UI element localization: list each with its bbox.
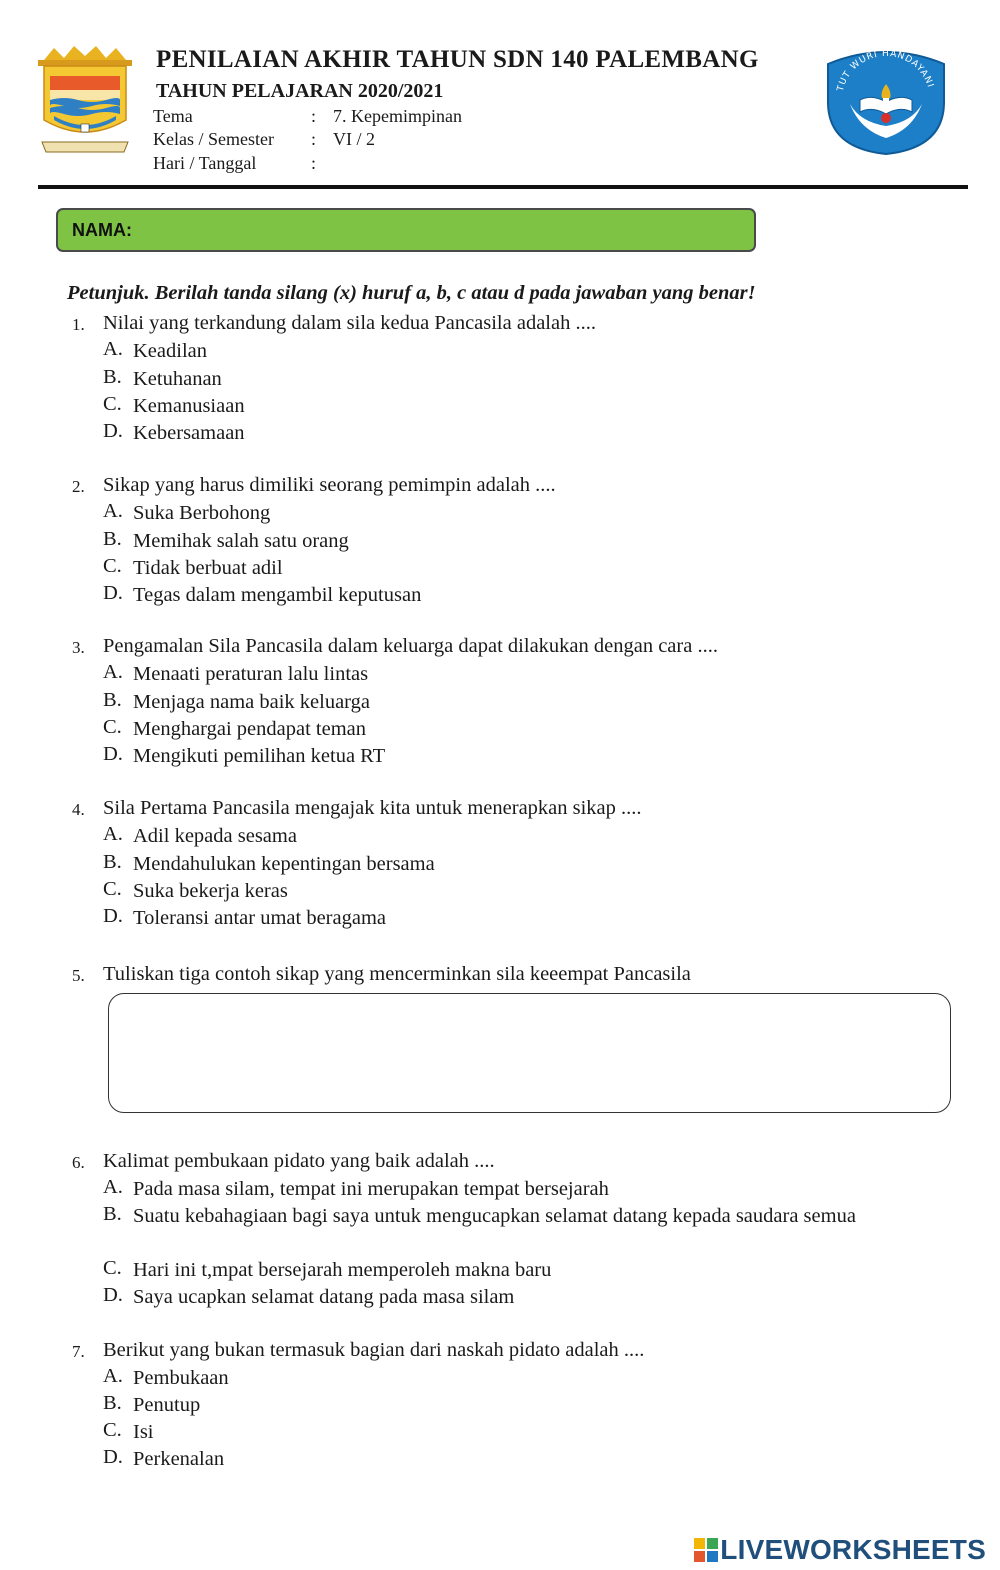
option-text: Adil kepada sesama [133,825,297,847]
option-letter: D. [103,1446,123,1468]
option-letter: B. [103,366,122,388]
option-text: Memihak salah satu orang [133,530,349,552]
option-letter: B. [103,528,122,550]
question-text: Tuliskan tiga contoh sikap yang mencerminkan sila keeempat Pancasila [103,963,691,985]
option-letter: B. [103,1392,122,1414]
option-text: Suka bekerja keras [133,880,288,902]
meta-label-tanggal: Hari / Tanggal [153,153,257,173]
option-letter: C. [103,555,122,577]
option-text: Mengikuti pemilihan ketua RT [133,745,386,767]
option-text: Ketuhanan [133,368,222,390]
meta-label-tema: Tema [153,106,193,126]
option-letter: A. [103,1365,123,1387]
option-letter: D. [103,1284,123,1306]
question-number: 1. [72,315,85,334]
option-text: Perkenalan [133,1448,225,1470]
option-text: Menjaga nama baik keluarga [133,691,370,713]
option-letter: B. [103,1203,122,1225]
document-subtitle: TAHUN PELAJARAN 2020/2021 [156,80,444,102]
option-text: Kebersamaan [133,422,245,444]
question-text: Nilai yang terkandung dalam sila kedua Pancasila adalah .... [103,312,596,334]
document-title: PENILAIAN AKHIR TAHUN SDN 140 PALEMBANG [156,46,759,73]
svg-text:TUT WURI HANDAYANI: TUT WURI HANDAYANI [835,48,936,93]
option-text: Pada masa silam, tempat ini merupakan tempat bersejarah [133,1178,609,1200]
option-letter: C. [103,1257,122,1279]
question-number: 3. [72,638,85,657]
option-text: Tegas dalam mengambil keputusan [133,584,422,606]
brand-name: LIVEWORKSHEETS [720,1534,986,1565]
liveworksheets-logo-icon [694,1538,718,1562]
option-letter: A. [103,1176,123,1198]
option-text: Tidak berbuat adil [133,557,283,579]
option-text: Suatu kebahagiaan bagi saya untuk mengucapkan selamat datang kepada saudara semua [133,1205,856,1227]
question-number: 2. [72,477,85,496]
option-letter: B. [103,851,122,873]
option-text: Pembukaan [133,1367,229,1389]
meta-colon: : [311,129,317,149]
option-text: Keadilan [133,340,207,362]
option-letter: D. [103,905,123,927]
option-letter: A. [103,338,123,360]
question-number: 6. [72,1153,85,1172]
option-letter: A. [103,500,123,522]
essay-answer-box[interactable] [108,993,951,1113]
option-text: Saya ucapkan selamat datang pada masa silam [133,1286,515,1308]
question-text: Berikut yang bukan termasuk bagian dari naskah pidato adalah .... [103,1339,645,1361]
option-letter: B. [103,689,122,711]
tut-wuri-handayani-emblem-icon [820,38,952,156]
name-input-field[interactable] [56,208,756,252]
meta-label-kelas: Kelas / Semester [153,129,274,149]
option-text: Isi [133,1421,154,1443]
question-text: Pengamalan Sila Pancasila dalam keluarga dapat dilakukan dengan cara .... [103,635,718,657]
option-letter: C. [103,1419,122,1441]
meta-value-kelas: VI / 2 [333,129,375,149]
option-letter: C. [103,716,122,738]
option-letter: D. [103,743,123,765]
meta-colon: : [311,153,317,173]
option-text: Suka Berbohong [133,502,271,524]
meta-colon: : [311,106,317,126]
liveworksheets-brand [694,1534,986,1566]
option-text: Kemanusiaan [133,395,245,417]
question-text: Sila Pertama Pancasila mengajak kita untuk menerapkan sikap .... [103,797,642,819]
option-letter: A. [103,661,123,683]
header-divider [38,185,968,189]
question-number: 5. [72,966,85,985]
option-letter: A. [103,823,123,845]
option-text: Penutup [133,1394,201,1416]
question-number: 4. [72,800,85,819]
option-text: Menghargai pendapat teman [133,718,367,740]
question-text: Sikap yang harus dimiliki seorang pemimpin adalah .... [103,474,556,496]
palembang-city-emblem-icon [34,42,136,160]
meta-value-tema: 7. Kepemimpinan [333,106,462,126]
question-number: 7. [72,1342,85,1361]
option-text: Mendahulukan kepentingan bersama [133,853,435,875]
question-text: Kalimat pembukaan pidato yang baik adalah .... [103,1150,495,1172]
option-text: Hari ini t,mpat bersejarah memperoleh makna baru [133,1259,552,1281]
instructions: Petunjuk. Berilah tanda silang (x) huruf a, b, c atau d pada jawaban yang benar! [67,282,756,304]
option-letter: C. [103,393,122,415]
option-text: Toleransi antar umat beragama [133,907,386,929]
name-field-label: NAMA: [72,220,132,240]
option-letter: C. [103,878,122,900]
option-letter: D. [103,420,123,442]
option-text: Menaati peraturan lalu lintas [133,663,369,685]
option-letter: D. [103,582,123,604]
